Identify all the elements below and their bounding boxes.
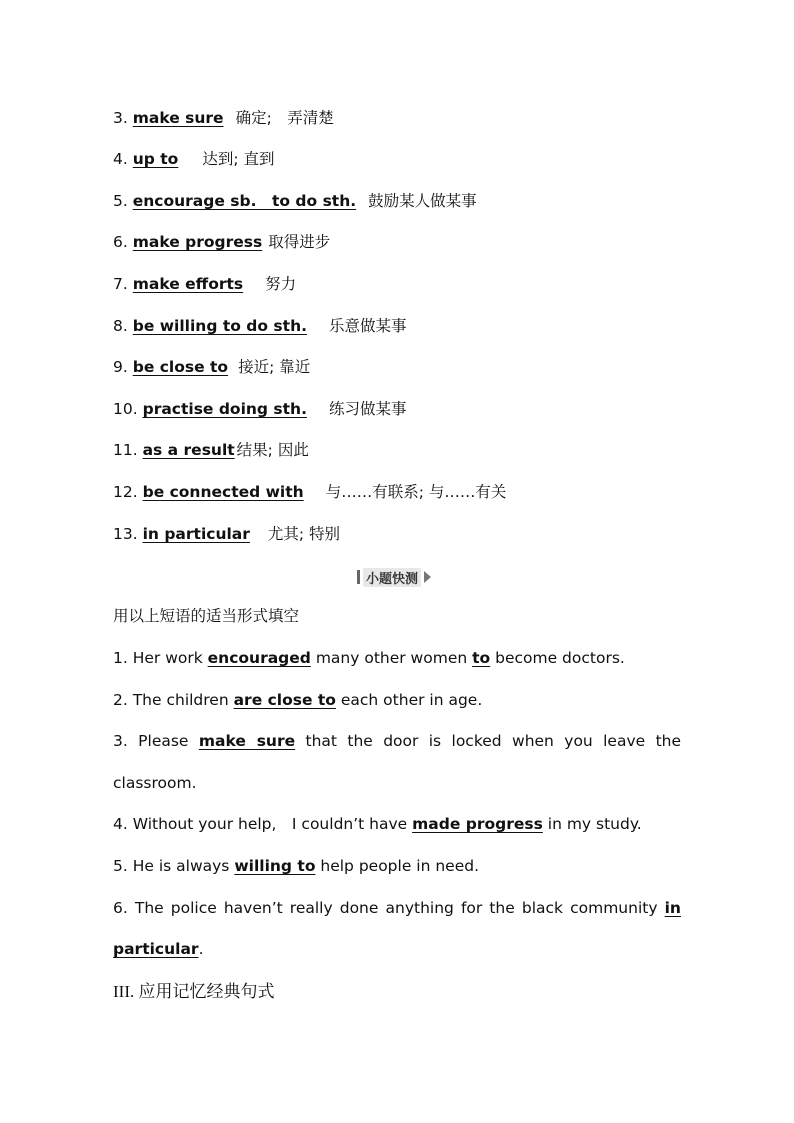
phrase-item-3: 3. make sure 确定; 弄清楚 bbox=[113, 109, 334, 127]
phrase-meaning: 达到; 直到 bbox=[202, 150, 275, 168]
phrase-answer: as a result bbox=[142, 441, 235, 459]
exercise-answer: particular bbox=[113, 940, 199, 958]
phrase-answer: be connected with bbox=[142, 483, 304, 501]
phrase-answer: up to bbox=[132, 150, 179, 168]
phrase-meaning: 乐意做某事 bbox=[329, 317, 407, 335]
exercise-answer: in bbox=[664, 899, 681, 917]
exercise-3: 3. Please make sure that the door is locked when you leave the bbox=[113, 732, 681, 750]
phrase-item-6: 6. make progress 取得进步 bbox=[113, 233, 331, 251]
phrase-item-10: 10. practise doing sth. 练习做某事 bbox=[113, 400, 407, 418]
phrase-answer: be close to bbox=[132, 358, 229, 376]
phrase-answer: make progress bbox=[132, 233, 263, 251]
exercise-answer: encouraged bbox=[207, 649, 311, 667]
exercise-3-continued: classroom. bbox=[113, 774, 197, 792]
phrase-answer: be willing to do sth. bbox=[132, 317, 307, 335]
phrase-item-12: 12. be connected with 与……有联系; 与……有关 bbox=[113, 483, 507, 501]
badge-arrow-icon bbox=[424, 571, 431, 583]
phrase-answer: encourage sb. to do sth. bbox=[132, 192, 357, 210]
phrase-answer: make sure bbox=[132, 109, 224, 127]
phrase-answer: practise doing sth. bbox=[142, 400, 307, 418]
phrase-meaning: 与……有联系; 与……有关 bbox=[325, 483, 507, 501]
exercise-1: 1. Her work encouraged many other women to become doctors. bbox=[113, 649, 625, 667]
phrase-answer: in particular bbox=[142, 525, 250, 543]
exercise-5: 5. He is always willing to help people in need. bbox=[113, 857, 480, 875]
phrase-item-4: 4. up to 达到; 直到 bbox=[113, 150, 275, 168]
exercise-2: 2. The children are close to each other in age. bbox=[113, 691, 483, 709]
section-heading: III. 应用记忆经典句式 bbox=[113, 982, 275, 1001]
badge-bar-icon bbox=[357, 570, 360, 584]
phrase-item-8: 8. be willing to do sth. 乐意做某事 bbox=[113, 317, 407, 335]
phrase-meaning: 取得进步 bbox=[268, 233, 331, 251]
exercise-answer: to bbox=[472, 649, 491, 667]
phrase-item-5: 5. encourage sb. to do sth. 鼓励某人做某事 bbox=[113, 192, 477, 210]
quiz-section-badge bbox=[357, 568, 431, 586]
exercise-answer: make sure bbox=[198, 732, 296, 750]
exercise-answer: made progress bbox=[412, 815, 543, 833]
exercise-4: 4. Without your help, I couldn’t have made progress in my study. bbox=[113, 815, 642, 833]
phrase-item-11: 11. as a result 结果; 因此 bbox=[113, 441, 309, 459]
instruction: 用以上短语的适当形式填空 bbox=[113, 607, 300, 625]
phrase-meaning: 练习做某事 bbox=[328, 400, 407, 418]
phrase-meaning: 确定; 弄清楚 bbox=[235, 109, 334, 127]
phrase-meaning: 尤其; 特别 bbox=[267, 525, 341, 543]
phrase-item-9: 9. be close to 接近; 靠近 bbox=[113, 358, 311, 376]
phrase-item-7: 7. make efforts 努力 bbox=[113, 275, 297, 293]
badge-label: 小题快测 bbox=[363, 568, 421, 587]
phrase-answer: make efforts bbox=[132, 275, 244, 293]
exercise-answer: are close to bbox=[233, 691, 336, 709]
phrase-meaning: 鼓励某人做某事 bbox=[368, 192, 477, 210]
phrase-item-13: 13. in particular 尤其; 特别 bbox=[113, 525, 341, 543]
exercise-6: 6. The police haven’t really done anything for the black community in bbox=[113, 899, 681, 917]
phrase-meaning: 接近; 靠近 bbox=[238, 358, 311, 376]
exercise-answer: willing to bbox=[234, 857, 316, 875]
phrase-meaning: 结果; 因此 bbox=[236, 441, 309, 459]
phrase-meaning: 努力 bbox=[265, 275, 297, 293]
exercise-6-continued: particular. bbox=[113, 940, 204, 958]
